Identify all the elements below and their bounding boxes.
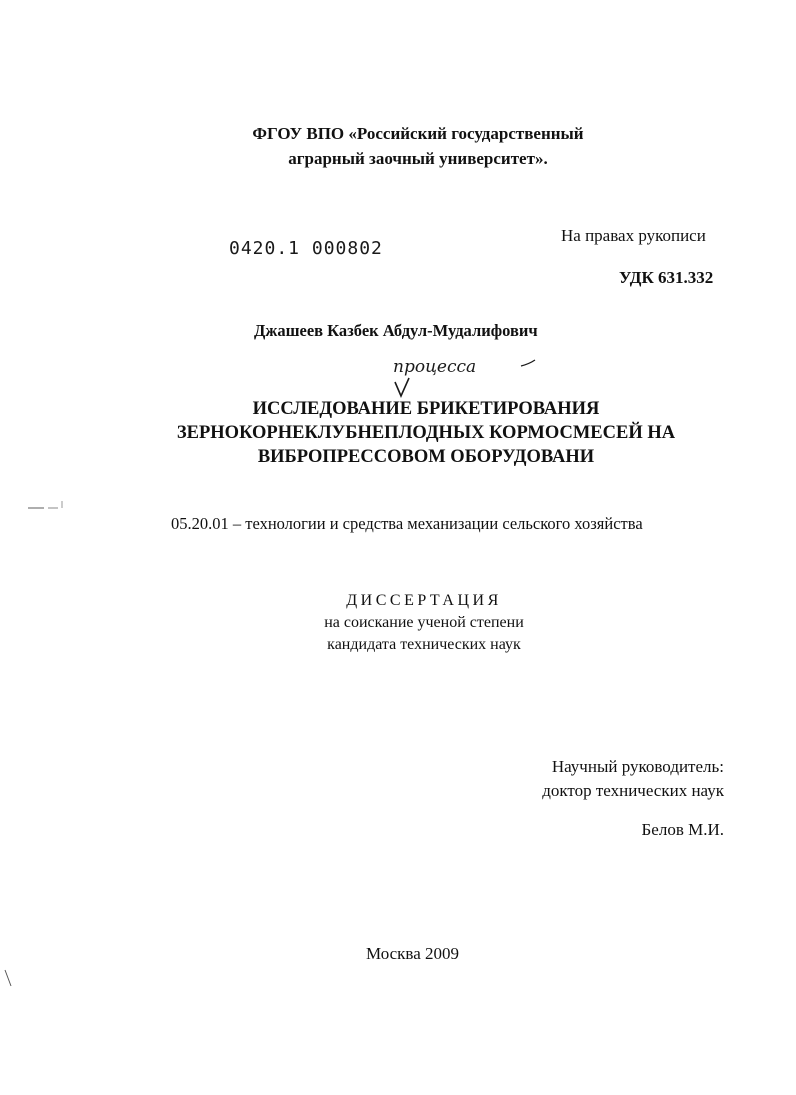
university-header [20,121,796,171]
dissertation-label: ДИССЕРТАЦИЯ [346,592,502,609]
degree-name-line: кандидата технических наук [327,636,521,653]
university-line-1: ФГОУ ВПО «Российский государственный [252,124,584,143]
library-stamp-number: 0420.1 000802 [229,238,383,259]
specialty-code: 05.20.01 – технологии и средства механизации сельского хозяйства [171,514,643,533]
margin-tick-icon [2,968,14,988]
margin-scan-mark-icon [28,497,70,511]
udk-code: УДК 631.332 [619,268,714,287]
title-line-3: ВИБРОПРЕССОВОМ ОБОРУДОВАНИ [257,447,595,467]
degree-seeking-line: на соискание ученой степени [324,614,524,631]
supervisor-name: Белов М.И. [641,820,724,839]
city-year: Москва 2009 [366,944,460,963]
supervisor-label: Научный руководитель: [551,757,724,776]
supervisor-block [510,755,724,803]
dissertation-type-block [26,590,796,656]
title-line-2: ЗЕРНОКОРНЕКЛУБНЕПЛОДНЫХ КОРМОСМЕСЕЙ НА [176,423,676,443]
dissertation-title [28,397,796,469]
handwritten-insert-icon [383,352,543,400]
university-line-2: аграрный заочный университет». [288,149,548,168]
manuscript-rights-label: На правах рукописи [561,226,706,245]
title-line-1: ИССЛЕДОВАНИЕ БРИКЕТИРОВАНИЯ [252,399,600,419]
author-name: Джашеев Казбек Абдул-Мудалифович [254,321,538,340]
handwritten-insert-text: процесса [393,357,477,377]
supervisor-degree: доктор технических наук [542,781,724,800]
